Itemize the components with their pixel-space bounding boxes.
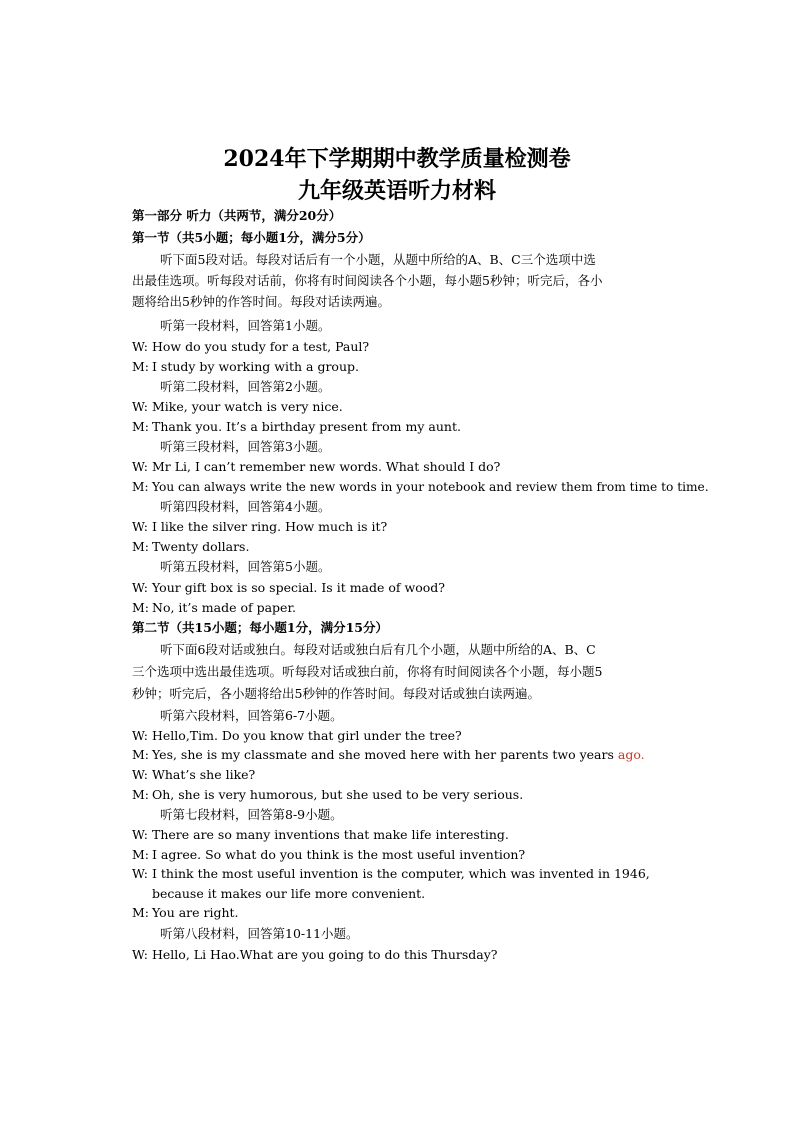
dialogue-line xyxy=(132,517,387,537)
dialogue-line xyxy=(132,765,255,785)
speaker-label: W: xyxy=(132,459,148,474)
dialogue-text: Mike, your watch is very nice. xyxy=(152,399,343,414)
dialogue-text: I like the silver ring. How much is it? xyxy=(152,519,388,534)
dialogue-text: I agree. So what do you think is the most useful invention? xyxy=(152,847,526,862)
dialogue-line xyxy=(132,825,509,845)
speaker-label: W: xyxy=(132,339,148,354)
document-subtitle: 九年级英语听力材料 xyxy=(297,178,496,204)
segment-heading: 听第八段材料，回答第10-11小题。 xyxy=(160,926,359,941)
dialogue-line xyxy=(132,598,296,618)
dialogue-line xyxy=(132,357,359,377)
dialogue-text: Oh, she is very humorous, but she used to be very serious. xyxy=(152,787,524,802)
instruction-line: 题将给出5秒钟的作答时间。每段对话读两遍。 xyxy=(132,294,390,309)
dialogue-text: Hello, Li Hao.What are you going to do this Thursday? xyxy=(152,947,498,962)
dialogue-text: Mr Li, I can’t remember new words. What should I do? xyxy=(152,459,501,474)
instruction-line: 听下面5段对话。每段对话后有一个小题，从题中所给的A、B、C三个选项中选 xyxy=(160,252,596,267)
dialogue-text: No, it’s made of paper. xyxy=(152,600,297,615)
dialogue-text: There are so many inventions that make life interesting. xyxy=(152,827,509,842)
dialogue-text: Yes, she is my classmate and she moved here with her parents two years xyxy=(152,747,618,762)
dialogue-text: Hello,Tim. Do you know that girl under the tree? xyxy=(152,728,462,743)
speaker-label: M: xyxy=(132,787,150,802)
section-one-heading: 第一节（共5小题；每小题1分，满分5分） xyxy=(132,230,371,245)
dialogue-text: Twenty dollars. xyxy=(152,539,250,554)
dialogue-line xyxy=(132,864,650,884)
speaker-label: W: xyxy=(132,399,148,414)
segment-heading: 听第六段材料，回答第6-7小题。 xyxy=(160,708,343,723)
instruction-line: 听下面6段对话或独白。每段对话或独白后有几个小题，从题中所给的A、B、C xyxy=(160,642,596,657)
document-title: 2024年下学期期中教学质量检测卷 xyxy=(223,146,571,172)
dialogue-line xyxy=(132,785,523,805)
speaker-label: W: xyxy=(132,580,148,595)
dialogue-text: What’s she like? xyxy=(152,767,256,782)
speaker-label: M: xyxy=(132,600,150,615)
instruction-line: 出最佳选项。听每段对话前，你将有时间阅读各个小题，每小题5秒钟；听完后，各小 xyxy=(132,273,603,288)
speaker-label: M: xyxy=(132,747,150,762)
dialogue-line xyxy=(132,745,645,765)
speaker-label: M: xyxy=(132,905,150,920)
speaker-label: M: xyxy=(132,359,150,374)
dialogue-line xyxy=(132,417,461,437)
speaker-label: M: xyxy=(132,419,150,434)
speaker-label: M: xyxy=(132,539,150,554)
dialogue-continuation: because it makes our life more convenient. xyxy=(152,886,426,901)
dialogue-line xyxy=(132,945,498,965)
speaker-label: W: xyxy=(132,728,148,743)
speaker-label: W: xyxy=(132,767,148,782)
speaker-label: W: xyxy=(132,519,148,534)
dialogue-text: I study by working with a group. xyxy=(152,359,359,374)
instruction-line: 三个选项中选出最佳选项。听每段对话或独白前，你将有时间阅读各个小题，每小题5 xyxy=(132,664,603,679)
segment-heading: 听第一段材料，回答第1小题。 xyxy=(160,318,331,333)
dialogue-line xyxy=(132,337,369,357)
dialogue-text: How do you study for a test, Paul? xyxy=(152,339,370,354)
section-two-heading: 第二节（共15小题；每小题1分，满分15分） xyxy=(132,620,388,635)
speaker-label: W: xyxy=(132,866,148,881)
dialogue-text: You are right. xyxy=(152,905,239,920)
segment-heading: 听第七段材料，回答第8-9小题。 xyxy=(160,807,343,822)
instruction-line: 秒钟；听完后，各小题将给出5秒钟的作答时间。每段对话或独白读两遍。 xyxy=(132,686,540,701)
dialogue-text: Your gift box is so special. Is it made of wood? xyxy=(152,580,445,595)
dialogue-line xyxy=(132,845,525,865)
dialogue-line xyxy=(132,537,249,557)
dialogue-text: You can always write the new words in your notebook and review them from time to time. xyxy=(152,480,709,494)
segment-heading: 听第三段材料，回答第3小题。 xyxy=(160,439,331,454)
segment-heading: 听第四段材料，回答第4小题。 xyxy=(160,499,331,514)
dialogue-line xyxy=(132,903,239,923)
speaker-label: W: xyxy=(132,827,148,842)
dialogue-line xyxy=(132,726,462,746)
dialogue-line xyxy=(132,578,445,598)
dialogue-text: I think the most useful invention is the computer, which was invented in 1946, xyxy=(152,866,650,881)
speaker-label: W: xyxy=(132,947,148,962)
highlighted-word: ago. xyxy=(617,747,645,762)
dialogue-line xyxy=(132,397,343,417)
segment-heading: 听第五段材料，回答第5小题。 xyxy=(160,559,331,574)
dialogue-line xyxy=(132,477,709,497)
dialogue-text: Thank you. It’s a birthday present from my aunt. xyxy=(152,419,461,434)
speaker-label: M: xyxy=(132,847,150,862)
part-one-heading: 第一部分 听力（共两节，满分20分） xyxy=(132,208,342,223)
speaker-label: M: xyxy=(132,480,149,494)
dialogue-line xyxy=(132,457,500,477)
segment-heading: 听第二段材料，回答第2小题。 xyxy=(160,379,331,394)
